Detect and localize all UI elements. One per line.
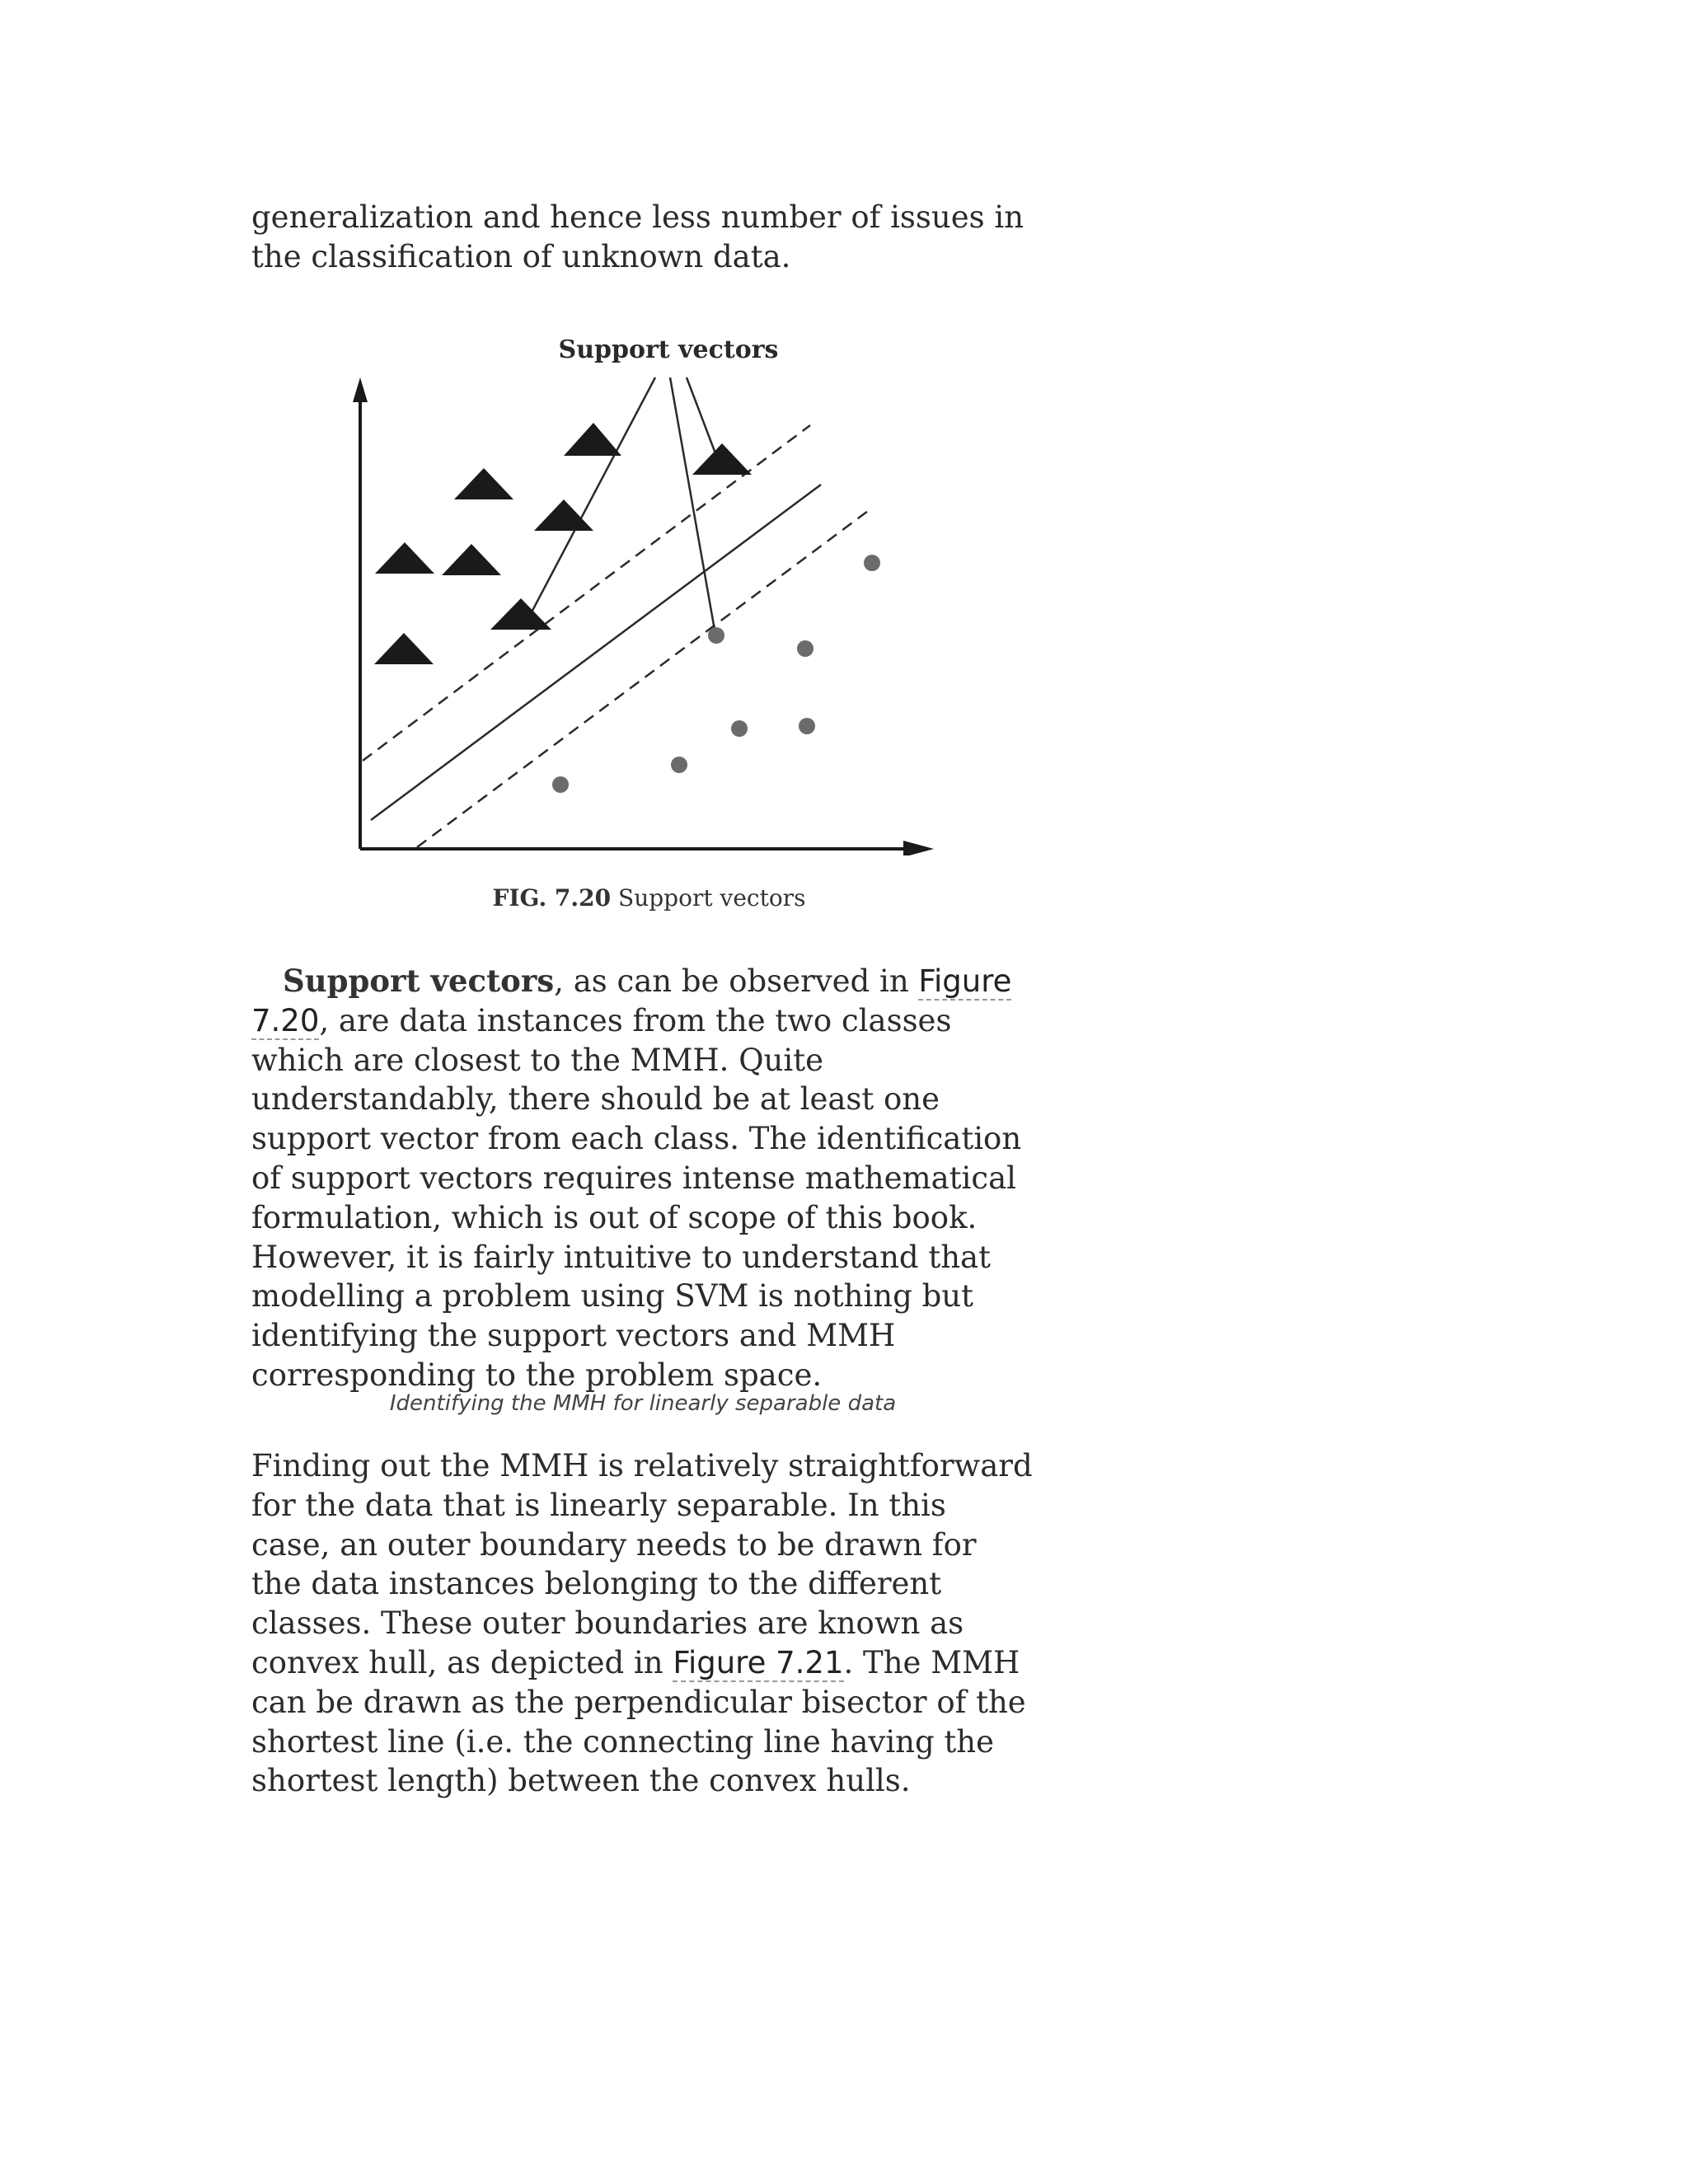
pointer-line-circle <box>670 377 715 635</box>
triangle-point <box>454 468 513 499</box>
paragraph-support-vectors <box>251 962 1034 1395</box>
x-axis-arrow-icon <box>903 841 934 855</box>
section-subheading: Identifying the MMH for linearly separable data <box>389 1391 897 1416</box>
pointer-line-triangle-right <box>687 377 718 460</box>
circle-point-support-vector <box>708 627 724 644</box>
paragraph2-text-after-ref: , are data instances from the two classes which are closest to the MMH. Quite understandably, there should be at least one support vector from each class. The identification of support vectors requires intense mathematical formulation, which is out of scope of this book. However, it is fairly intuitive to understand that modelling a problem using SVM is nothing but identifying the support vectors and MMH corresponding to the problem space. <box>251 1002 1022 1393</box>
pointer-line-triangle-left <box>526 377 655 623</box>
figure-caption-text: Support vectors <box>618 884 806 912</box>
support-vectors-label: Support vectors <box>558 335 779 364</box>
paragraph2-text-before-ref: , as can be observed in <box>554 963 919 999</box>
triangle-point <box>442 544 501 575</box>
circle-point <box>671 757 687 773</box>
triangle-point-support-vector <box>692 443 752 475</box>
circle-point <box>552 776 569 793</box>
support-vectors-term: Support vectors <box>283 963 555 999</box>
paragraph3-text-before-ref: Finding out the MMH is relatively straightforward for the data that is linearly separable. In this case, an outer boundary needs to be drawn for the data instances belonging to the different classes. These outer boundaries are known as convex hull, as depicted in <box>251 1448 1033 1680</box>
paragraph3-text-after-ref: . The MMH can be drawn as the perpendicular bisector of the shortest line (i.e. the connecting line having the shortest length) between the convex hulls. <box>251 1644 1026 1799</box>
circle-point <box>731 720 748 737</box>
circle-point <box>799 718 815 734</box>
triangle-point <box>375 542 434 574</box>
circle-point <box>864 555 880 571</box>
y-axis-arrow-icon <box>353 377 368 402</box>
paragraph-intro-text: generalization and hence less number of issues in the classification of unknown data. <box>251 199 1025 274</box>
paragraph-mmh <box>251 1446 1034 1801</box>
mmh-line <box>371 485 821 820</box>
triangle-point <box>564 423 621 456</box>
figure-caption <box>0 884 1298 912</box>
figure-7-20-link[interactable]: Figure 7.20 <box>251 963 1012 1038</box>
figure-support-vectors <box>353 328 946 855</box>
svm-diagram <box>353 328 946 855</box>
paragraph-intro <box>251 198 1034 277</box>
upper-margin-line <box>363 425 810 761</box>
figure-caption-number: FIG. 7.20 <box>492 884 612 912</box>
triangle-point <box>534 499 593 531</box>
circle-point <box>797 640 814 657</box>
triangle-point-support-vector <box>490 598 551 630</box>
figure-7-21-link[interactable]: Figure 7.21 <box>673 1644 844 1680</box>
triangle-point <box>374 633 434 664</box>
